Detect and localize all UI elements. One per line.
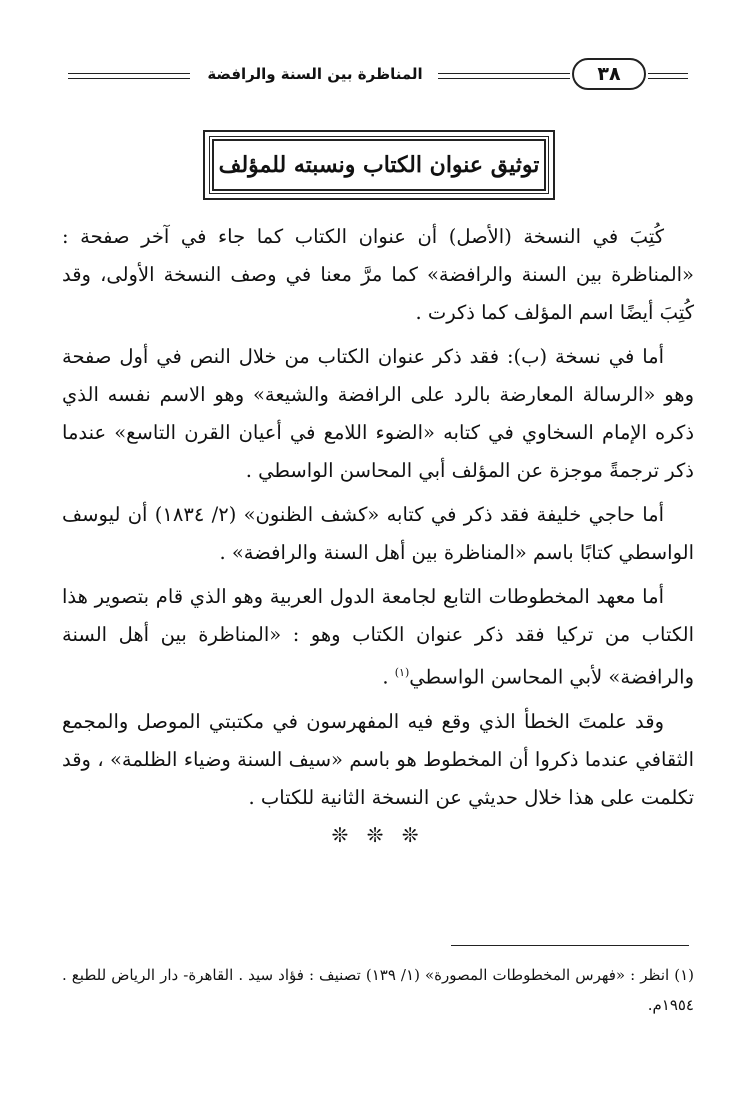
section-heading-frame bbox=[203, 130, 555, 200]
paragraph-1: كُتِبَ في النسخة (الأصل) أن عنوان الكتاب كما جاء في آخر صفحة : «المناظرة بين السنة والرافضة» كما مرَّ معنا في وصف النسخة الأولى، وقد كُتِبَ أيضًا اسم المؤلف كما ذكرت . bbox=[62, 225, 694, 324]
paragraph-4 bbox=[62, 578, 694, 697]
header-rule-right bbox=[648, 73, 688, 79]
paragraph-5: وقد علمتَ الخطأ الذي وقع فيه المفهرسون في مكتبتي الموصل والمجمع الثقافي عندما ذكروا أن المخطوط هو باسم «سيف السنة وضياء الظلمة» ، وقد تكلمت على هذا خلال حديثي عن النسخة الثانية للكتاب . bbox=[62, 709, 694, 809]
paragraph-4-text: أما معهد المخطوطات التابع لجامعة الدول العربية وهو الذي قام بتصوير هذا الكتاب من تركيا فقد ذكر عنوان الكتاب وهو : «المناظرة بين أهل السنة والرافضة» لأبي المحاسن الواسطي bbox=[62, 585, 694, 689]
paragraph-2: أما في نسخة (ب): فقد ذكر عنوان الكتاب من خلال النص في أول صفحة وهو «الرسالة المعارضة بالرد على الرافضة والشيعة» وهو الاسم نفسه الذي ذكره الإمام السخاوي في كتابه «الضوء اللامع في أعيان القرن التاسع» عندما ذكر ترجمةً موجزة عن المؤلف أبي المحاسن الواسطي . bbox=[62, 345, 694, 482]
running-header bbox=[68, 58, 688, 92]
section-heading-frame-inner bbox=[209, 136, 549, 194]
header-rule-middle bbox=[438, 73, 570, 79]
page-number: ٣٨ bbox=[572, 58, 646, 90]
section-separator: ❊ ❊ ❊ bbox=[331, 822, 425, 847]
footnote-rule bbox=[451, 945, 689, 946]
paragraph-4-end: . bbox=[382, 665, 395, 689]
footnote-marker: (١) bbox=[394, 666, 410, 679]
header-rule-left bbox=[68, 73, 190, 79]
body-text bbox=[62, 218, 694, 847]
section-heading: توثيق عنوان الكتاب ونسبته للمؤلف bbox=[212, 139, 546, 191]
footnote-1: (١) انظر : «فهرس المخطوطات المصورة» (١/ ١٣٩) تصنيف : فؤاد سيد . القاهرة- دار الرياض للطبع . ١٩٥٤م. bbox=[62, 966, 694, 1014]
paragraph-3: أما حاجي خليفة فقد ذكر في كتابه «كشف الظنون» (٢/ ١٨٣٤) أن ليوسف الواسطي كتابًا باسم «المناظرة بين أهل السنة والرافضة» . bbox=[62, 503, 694, 564]
running-title: المناظرة بين السنة والرافضة bbox=[207, 65, 423, 83]
